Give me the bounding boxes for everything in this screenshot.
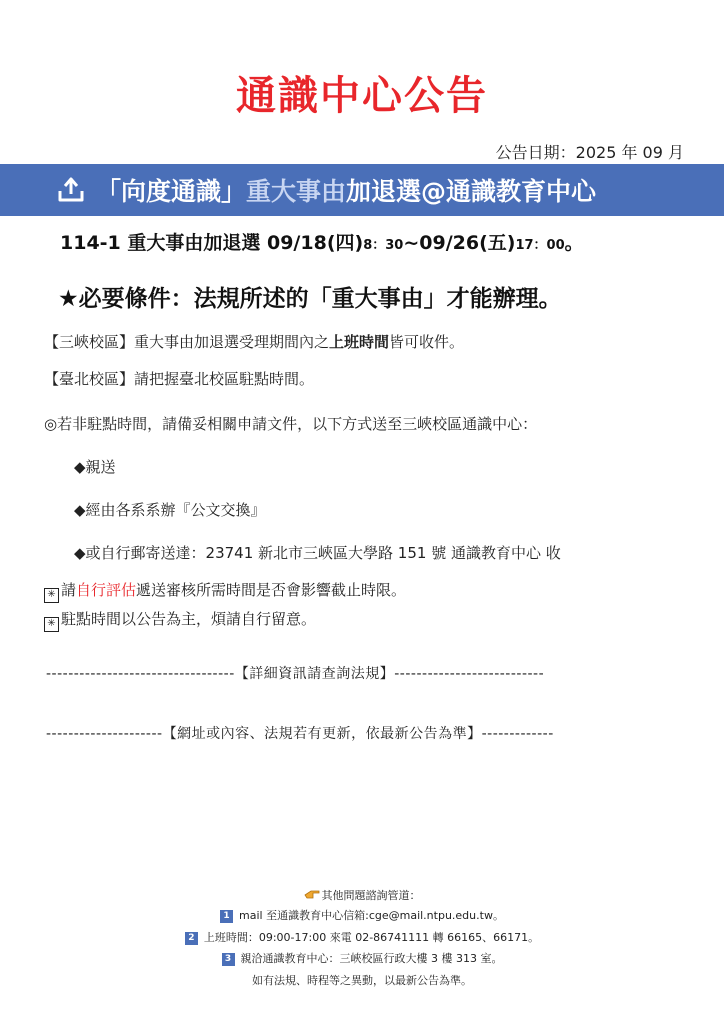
number-badge-icon: 3 xyxy=(222,953,235,966)
banner-text-highlight: 重大事由 xyxy=(246,177,347,206)
period-time-end: 17：00 xyxy=(515,238,565,253)
note1-pre: 請 xyxy=(61,581,77,599)
sanxia-text-post: 皆可收件。 xyxy=(389,333,465,351)
number-badge-icon: 2 xyxy=(185,932,198,945)
non-station-note: ◎若非駐點時間，請備妥相關申請文件，以下方式送至三峽校區通識中心： xyxy=(44,415,538,433)
method-item: ◆經由各系系辦『公文交換』 xyxy=(74,501,266,519)
note2-text: 駐點時間以公告為主，煩請自行留意。 xyxy=(61,610,317,628)
divider-regulations: ----------------------------------【詳細資訊請查詢法規】--------------------------- xyxy=(46,666,545,682)
number-badge-icon: 1 xyxy=(220,910,233,923)
announcement-date: 公告日期：2025 年 09 月 xyxy=(495,143,684,162)
period-middle: ~09/26(五) xyxy=(403,232,516,254)
topic-banner xyxy=(0,164,724,216)
sanxia-campus-line xyxy=(44,331,464,352)
page-title: 通識中心公告 xyxy=(236,73,488,119)
divider-updates: ---------------------【網址或內容、法規若有更新，依最新公告為準】------------- xyxy=(46,726,554,742)
contact-item xyxy=(0,929,724,945)
taipei-campus-line xyxy=(44,368,314,389)
method-item: ◆親送 xyxy=(74,458,116,476)
note-line-1 xyxy=(44,579,406,603)
note1-post: 遞送審核所需時間是否會影響截止時限。 xyxy=(136,581,407,599)
method-item: ◆或自行郵寄送達：23741 新北市三峽區大學路 151 號 通識教育中心 收 xyxy=(74,544,561,562)
upload-tray-icon xyxy=(56,175,86,205)
period-suffix: 。 xyxy=(564,232,584,254)
enrollment-period xyxy=(60,228,584,255)
asterisk-box-icon: ✳ xyxy=(44,588,59,603)
sanxia-tag: 【三峽校區】 xyxy=(44,333,135,351)
taipei-tag: 【臺北校區】 xyxy=(44,370,135,388)
footer-note: 如有法規、時程等之異動，以最新公告為準。 xyxy=(252,974,472,987)
period-prefix: 114-1 重大事由加退選 09/18(四) xyxy=(60,232,364,254)
contact-item-text: 上班時間：09:00-17:00 來電 02-86741111 轉 66165、66171。 xyxy=(203,931,540,944)
taipei-text: 請把握臺北校區駐點時間。 xyxy=(134,370,315,388)
pointing-hand-icon xyxy=(304,889,320,899)
banner-text-part3: 加退選@通識教育中心 xyxy=(346,177,597,206)
asterisk-box-icon: ✳ xyxy=(44,617,59,632)
contact-item xyxy=(0,907,724,923)
contact-title xyxy=(0,887,724,903)
sanxia-text-bold: 上班時間 xyxy=(329,333,390,351)
note1-highlight: 自行評估 xyxy=(76,581,137,599)
contact-item-text: 親洽通識教育中心：三峽校區行政大樓 3 樓 313 室。 xyxy=(240,952,503,965)
banner-text-part1: 「向度通識」 xyxy=(96,177,247,206)
requirement-heading: ★必要條件：法規所述的「重大事由」才能辦理。 xyxy=(58,286,562,312)
note-line-2 xyxy=(44,608,316,632)
contact-title-text: 其他問題諮詢管道： xyxy=(321,889,421,902)
contact-item xyxy=(0,950,724,966)
period-time-start: 8：30 xyxy=(363,238,404,253)
contact-item-text: mail 至通識教育中心信箱:cge@mail.ntpu.edu.tw。 xyxy=(239,909,504,922)
sanxia-text-pre: 重大事由加退選受理期間內之 xyxy=(134,333,330,351)
